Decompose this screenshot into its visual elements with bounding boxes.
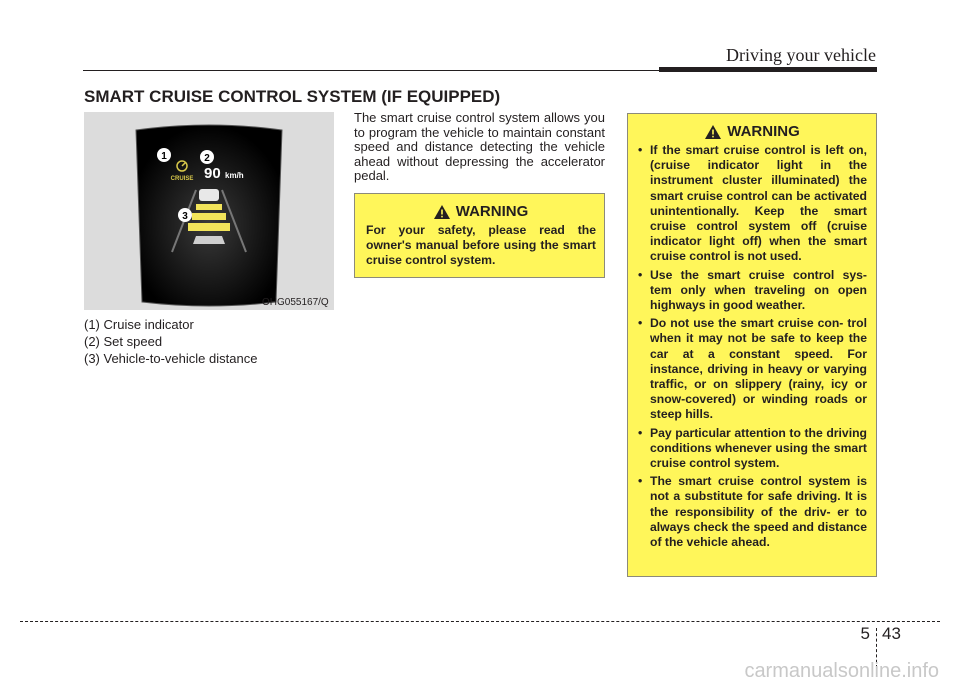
figure-caption: OHG055167/Q [262,297,329,308]
legend-item: (2) Set speed [84,334,163,349]
legend-item: (1) Cruise indicator [84,317,194,332]
warning-title: WARNING [727,123,800,140]
footer-rule [20,621,940,622]
set-speed-unit: km/h [225,171,244,180]
cruise-label: CRUISE [170,176,194,182]
svg-text:2: 2 [204,153,210,164]
vehicle-ahead-icon [199,189,219,201]
svg-text:1: 1 [161,151,167,162]
distance-bar [192,213,226,220]
warning-item: • Do not use the smart cruise con- trol when it may not be safe to keep the car at a constant speed. For instance, driving in heavy or varying traffic, or on slippery (rainy, icy or snow-covered) or winding roads or steep hills. [638,316,867,422]
warning-text: For your safety, please read the owner's manual before using the smart cruise control system. [366,223,596,268]
intro-paragraph: The smart cruise control system allows you to program the vehicle to maintain constant speed and distance detecting the vehicle ahead without depressing the accelerator pedal. [354,110,605,183]
warning-box-small [354,193,605,278]
header-rule-accent [659,67,877,72]
header-rule [83,70,659,71]
set-speed-value: 90 [204,165,221,182]
page-number: 43 [882,624,901,643]
warning-box-large [627,113,877,577]
legend-item: (3) Vehicle-to-vehicle distance [84,351,258,366]
chapter-number: 5 [860,624,870,643]
warning-triangle-icon [705,125,721,139]
section-title: SMART CRUISE CONTROL SYSTEM (IF EQUIPPED) [84,87,501,106]
header-title: Driving your vehicle [726,45,876,65]
own-vehicle-icon [193,236,225,244]
warning-item: • Use the smart cruise control sys- tem only when traveling on open highways in good weather. [638,268,867,314]
warning-item: • If the smart cruise control is left on, (cruise indicator light in the instrument cluster illuminated) the smart cruise control can be activated unintentionally. Keep the smart cruise control system off (cruise indicator light off) when the smart cruise control is not used. [638,143,867,265]
distance-bar [188,223,230,231]
cluster-display-illustration [84,112,334,310]
warning-heading [638,123,867,140]
warning-list [638,143,867,550]
warning-item: • Pay particular attention to the driving conditions whenever using the smart cruise control system. [638,426,867,472]
watermark: carmanualsonline.info [744,660,939,682]
warning-heading [366,203,596,220]
figure-legend [84,316,257,367]
svg-text:3: 3 [182,211,188,222]
distance-bar [196,204,222,210]
warning-title: WARNING [455,203,529,220]
warning-item: • The smart cruise control system is not a substitute for safe driving. It is the responsibility of the driv- er to always check the speed and distance of the vehicle ahead. [638,474,867,550]
cruise-display-figure [84,112,334,310]
warning-triangle-icon [434,205,450,219]
